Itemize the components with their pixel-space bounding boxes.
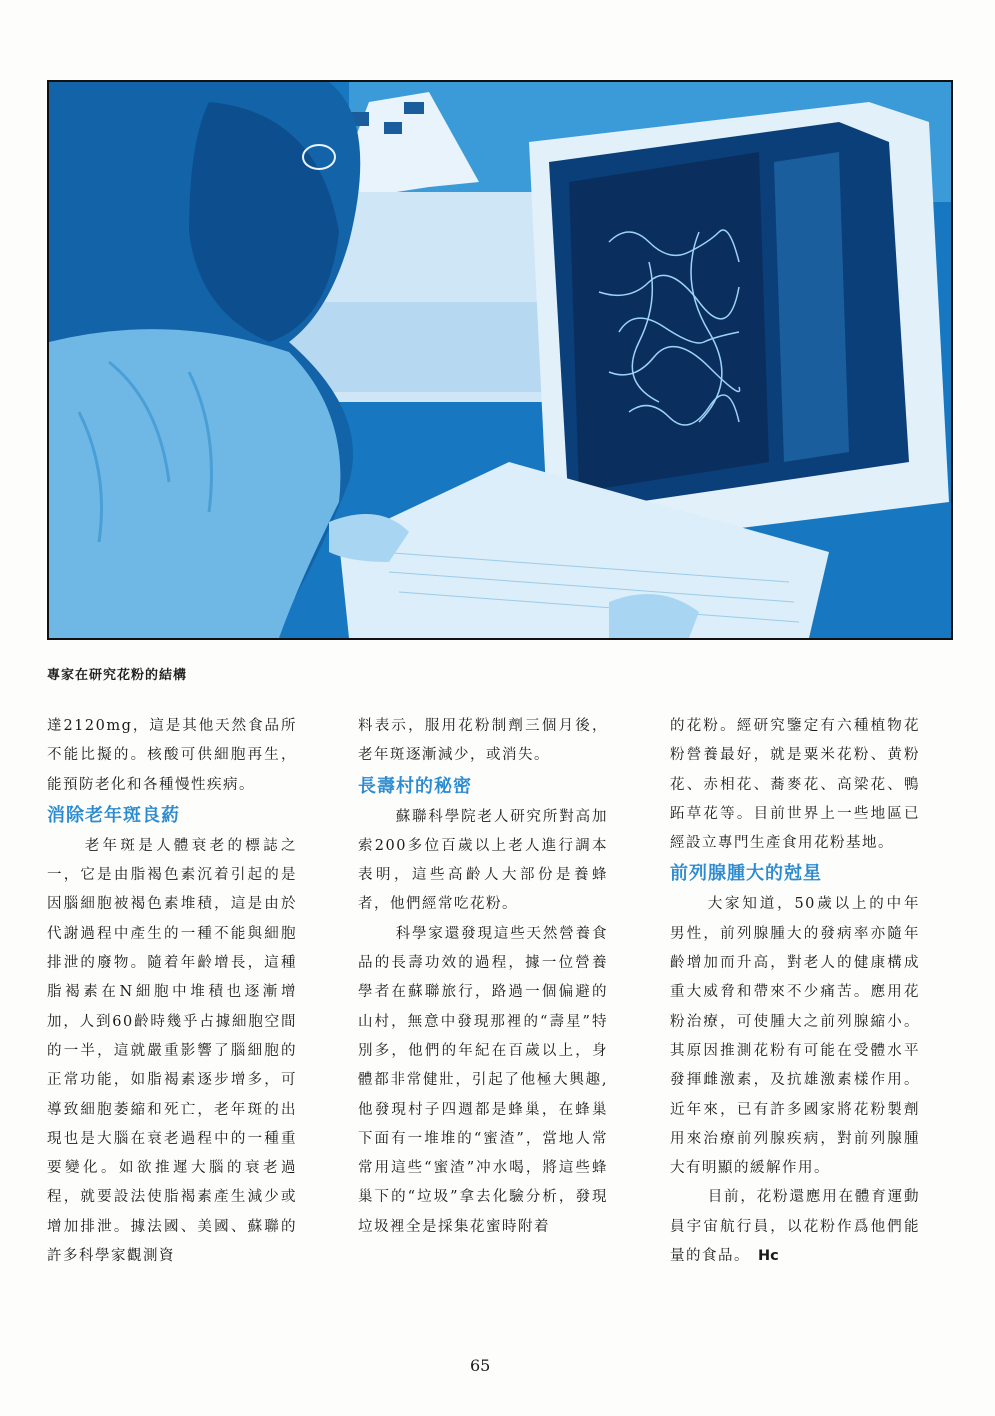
- photo-researcher-at-computer: [47, 80, 953, 640]
- paragraph: 科學家還發現這些天然營養食品的長壽功效的過程，據一位營養學者在蘇聯旅行，路過一個偏避的山村，無意中發現那裡的“壽星”特別多，他們的年紀在百歲以上，身體都非常健壯，引起了他極大興趣,他發現村子四週都是蜂巢，在蜂巢下面有一堆堆的“蜜渣”，當地人常常用這些“蜜渣”冲水喝，將這些蜂巢下的“垃圾”拿去化驗分析，發現垃圾裡全是採集花蜜時附着: [358, 925, 608, 1235]
- paragraph-final: [670, 1183, 920, 1271]
- text-column-1: [47, 712, 297, 1271]
- page-number: 65: [470, 1356, 491, 1375]
- paragraph: 達2120mg，這是其他天然食品所不能比擬的。核酸可供細胞再生，能預防老化和各種慢性疾病。: [47, 718, 297, 793]
- section-heading-age-spots: 消除老年斑良葯: [47, 804, 180, 826]
- paragraph: 的花粉。經研究鑒定有六種植物花粉營養最好，就是粟米花粉、黄粉花、赤相花、蕎麥花、高梁花、鴨跖草花等。目前世界上一些地區已經設立專門生產食用花粉基地。: [670, 718, 920, 852]
- section-heading-prostate: 前列腺腫大的尅星: [670, 863, 822, 885]
- end-mark: Hc: [758, 1248, 779, 1265]
- paragraph: 料表示，服用花粉制劑三個月後，老年斑逐漸減少，或消失。: [358, 718, 608, 764]
- paragraph: 老年斑是人體衰老的標誌之一，它是由脂褐色素沉着引起的是因腦細胞被褐色素堆積，這是由於代謝過程中產生的一種不能與細胞排泄的廢物。隨着年齡增長，這種脂褐素在N細胞中堆積也逐漸增加，人到60齡時幾乎占據細胞空間的一半，這就嚴重影響了腦細胞的正常功能，如脂褐素逐步增多，可導致細胞萎縮和死亡，老年斑的出現也是大腦在衰老過程中的一種重要變化。如欲推遲大腦的衰老過程，就要設法使脂褐素產生減少或增加排泄。據法國、美國、蘇聯的許多科學家觀測資: [47, 837, 297, 1265]
- text-column-3: [670, 712, 920, 1271]
- photo-caption: 專家在研究花粉的結構: [47, 668, 188, 683]
- section-heading-longevity-village: 長壽村的秘密: [358, 775, 472, 797]
- paragraph-text: 目前，花粉還應用在體育運動員宇宙航行員，以花粉作爲他們能量的食品。: [670, 1189, 920, 1265]
- photo-illustration: [49, 82, 951, 638]
- paragraph: 蘇聯科學院老人研究所對高加索200多位百歲以上老人進行調本表明，這些高齡人大部份是養蜂者，他們經常吃花粉。: [358, 808, 608, 913]
- paragraph: 大家知道，50歲以上的中年男性，前列腺腫大的發病率亦隨年齡增加而升高，對老人的健康構成重大威脅和帶來不少痛苦。應用花粉治療，可使腫大之前列腺縮小。其原因推測花粉有可能在受體水平發揮雌激素，及抗雄激素樣作用。近年來，已有許多國家將花粉製劑用來治療前列腺疾病，對前列腺腫大有明顯的緩解作用。: [670, 896, 920, 1177]
- text-column-2: [358, 712, 608, 1242]
